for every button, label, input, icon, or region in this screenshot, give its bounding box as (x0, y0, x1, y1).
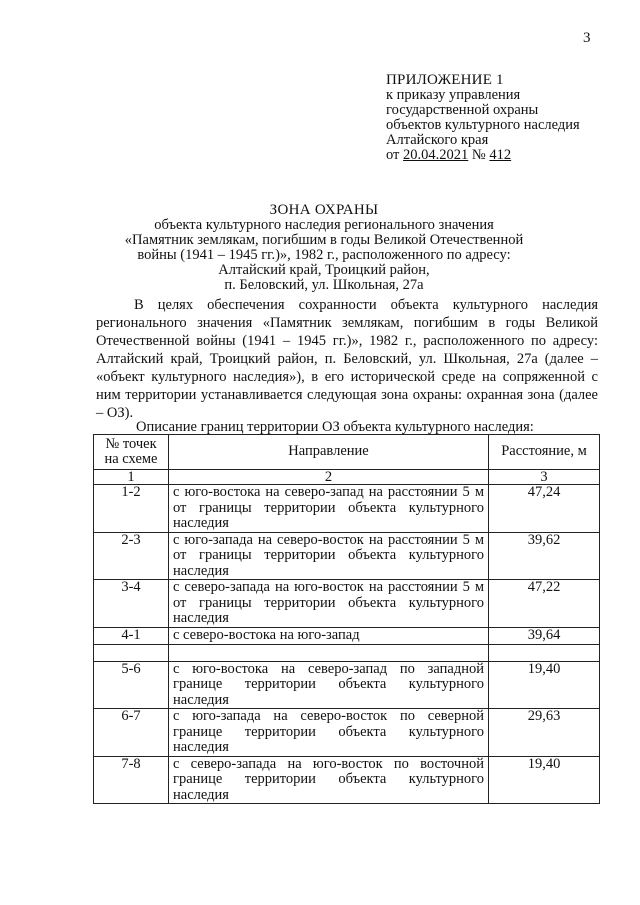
blank-cell (94, 644, 169, 661)
order-date: 20.04.2021 (403, 147, 469, 163)
table-row (94, 532, 600, 580)
points-cell: 4-1 (94, 627, 169, 644)
table-header-row (94, 435, 600, 470)
appendix-title: ПРИЛОЖЕНИЕ 1 (386, 72, 504, 88)
table-row (94, 627, 600, 644)
header-direction: Направление (169, 435, 489, 470)
direction-cell: с северо-востока на юго-запад (169, 627, 489, 644)
body-paragraph: В целях обеспечения сохранности объекта культурного наследия регионального значения «Памятник землякам, погибшим в годы Великой Отечественной войны (1941 – 1945 гг.)», 1982 г., расположенного по адресу: Алтайский край, Троицкий район, п. Беловский, ул. Школьная, 27а (далее – «объект культурного наследия»), в его исторической среде на сопряженной с ним территории устанавливается следующая зона охраны: охранная зона (далее – ОЗ). (96, 297, 598, 421)
zone-line: «Памятник землякам, погибшим в годы Великой Отечественной (124, 232, 524, 248)
direction-cell: с юго-востока на северо-запад по западной границе территории объекта культурного наследия (169, 661, 489, 709)
appendix-line: государственной охраны (386, 102, 539, 118)
column-number-row (94, 470, 600, 485)
distance-cell: 19,40 (489, 756, 600, 804)
points-cell: 2-3 (94, 532, 169, 580)
appendix-block (386, 73, 626, 163)
page-number: 3 (583, 30, 591, 46)
points-cell: 1-2 (94, 485, 169, 533)
zone-line: Алтайский край, Троицкий район, (218, 262, 430, 278)
appendix-line: к приказу управления (386, 87, 521, 103)
column-number: 2 (169, 470, 489, 485)
number-prefix: № (468, 147, 490, 163)
table-row (94, 661, 600, 709)
zone-line: войны (1941 – 1945 гг.)», 1982 г., расположенного по адресу: (137, 247, 511, 263)
boundaries-table (93, 434, 600, 804)
direction-cell: с юго-запада на северо-восток по северной границе территории объекта культурного наследия (169, 709, 489, 757)
direction-cell: с юго-запада на северо-восток на расстоянии 5 м от границы территории объекта культурного наследия (169, 532, 489, 580)
points-cell: 5-6 (94, 661, 169, 709)
appendix-line: Алтайского края (386, 132, 489, 148)
zone-title: ЗОНА ОХРАНЫ (269, 202, 379, 218)
points-cell: 7-8 (94, 756, 169, 804)
header-points: № точек на схеме (94, 435, 169, 470)
distance-cell: 47,22 (489, 580, 600, 628)
order-number: 412 (489, 147, 512, 163)
direction-cell: с юго-востока на северо-запад на расстоянии 5 м от границы территории объекта культурного наследия (169, 485, 489, 533)
table-row (94, 580, 600, 628)
column-number: 1 (94, 470, 169, 485)
blank-row (94, 644, 600, 661)
table-row (94, 709, 600, 757)
zone-line: п. Беловский, ул. Школьная, 27а (224, 277, 424, 293)
direction-cell: с северо-запада на юго-восток по восточной границе территории объекта культурного наследия (169, 756, 489, 804)
table-row (94, 756, 600, 804)
header-distance: Расстояние, м (489, 435, 600, 470)
direction-cell: с северо-запада на юго-восток на расстоянии 5 м от границы территории объекта культурного наследия (169, 580, 489, 628)
column-number: 3 (489, 470, 600, 485)
appendix-date-line (386, 148, 626, 163)
distance-cell: 29,63 (489, 709, 600, 757)
distance-cell: 19,40 (489, 661, 600, 709)
table-row (94, 485, 600, 533)
appendix-line: объектов культурного наследия (386, 117, 580, 133)
points-cell: 3-4 (94, 580, 169, 628)
zone-line: объекта культурного наследия регионального значения (154, 217, 494, 233)
distance-cell: 39,62 (489, 532, 600, 580)
table-caption: Описание границ территории ОЗ объекта культурного наследия: (136, 419, 534, 435)
distance-cell: 39,64 (489, 627, 600, 644)
zone-heading (100, 203, 548, 293)
blank-cell (489, 644, 600, 661)
points-cell: 6-7 (94, 709, 169, 757)
date-prefix: от (386, 147, 404, 163)
distance-cell: 47,24 (489, 485, 600, 533)
blank-cell (169, 644, 489, 661)
